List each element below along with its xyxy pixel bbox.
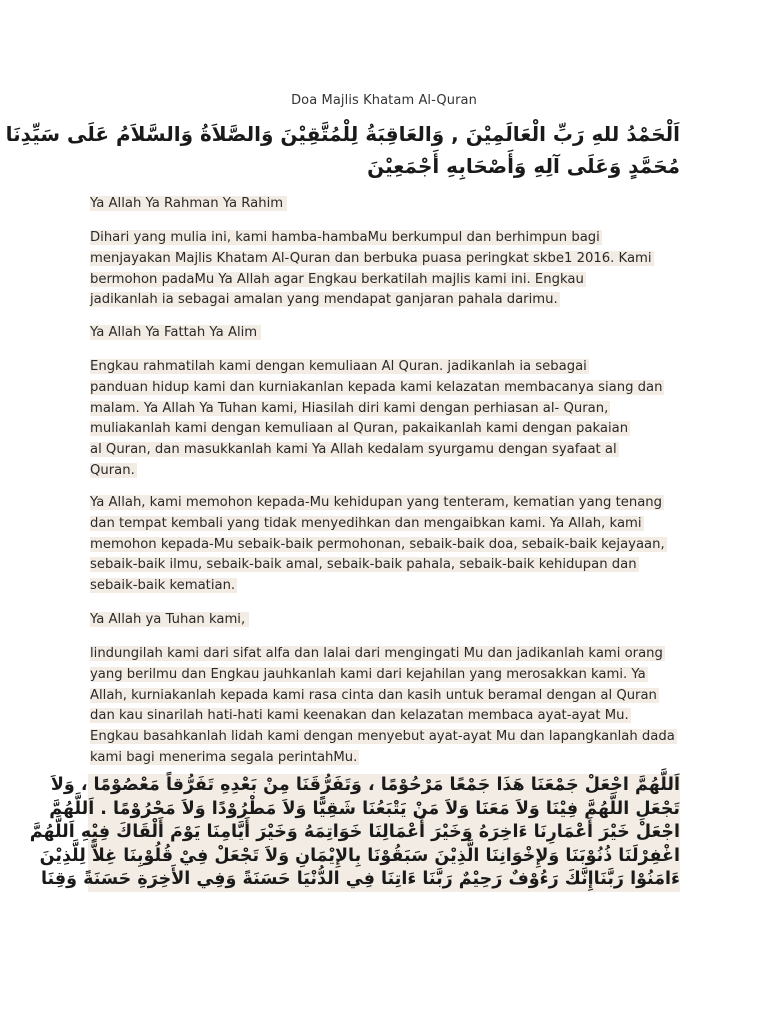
arabic-line: اَللَّهُمَّ اجْعَلْ جَمْعَنَا هَذَا جَمْعًا مَرْحُوْمًا ، وَتَفَرُّقَنَا مِنْ بَعْدِهِ تَفَرُّقاً مَعْصُوْمًا ، وَلاَ	[88, 774, 680, 798]
section-heading-text: Ya Allah Ya Rahman Ya Rahim	[90, 196, 287, 211]
paragraph-line: menjayakan Majlis Khatam Al-Quran dan berbuka puasa peringkat skbe1 2016. Kami	[90, 250, 652, 266]
paragraph-line: sebaik-baik kematian.	[90, 578, 236, 594]
paragraph-line: yang berilmu dan Engkau jauhkanlah kami dari kejahilan yang merosakkan kami. Ya	[90, 666, 646, 682]
paragraph-line: dan kau sinarilah hati-hati kami keenakan dan kelazatan membaca ayat-ayat Mu.	[90, 708, 629, 724]
arabic-line: ءَامَنُوْا رَبَّنَاإِنَّكَ رَءُوْفٌ رَحِيْمٌ رَبَّنَا ءَاتِنَا فِي الدُّنْيَا حَسَنَةً وَفِي الأَخِرَةِ حَسَنَةً وَقِنَا	[88, 868, 680, 892]
page-title: Doa Majlis Khatam Al-Quran	[291, 93, 477, 108]
paragraph-line: Ya Allah, kami memohon kepada-Mu kehidupan yang tenteram, kematian yang tenang	[90, 495, 663, 510]
arabic-line: اغْفِرْلَنَا ذُنُوْبَنَا وَلإِخْوَانِنَا الَّذِيْنَ سَبَقُوْنَا بِالإِيْمَانِ وَلاَ تَجْعَلْ فِيْ قُلُوْبِنَا غِلاًّ لِلَّذِيْنَ	[88, 845, 680, 869]
arabic-line: اَلْحَمْدُ للهِ رَبِّ الْعَالَمِيْنَ , وَالعَاقِبَةُ لِلْمُتَّقِيْنَ وَالصَّلاَةُ وَالسَّلاَمُ عَلَى سَيِّدِنَا	[5, 122, 680, 146]
paragraph	[90, 493, 690, 597]
paragraph-line: malam. Ya Allah Ya Tuhan kami, Hiasilah diri kami dengan perhiasan al- Quran,	[90, 400, 609, 416]
paragraph-line: Dihari yang mulia ini, kami hamba-hambaMu berkumpul dan berhimpun bagi	[90, 230, 600, 245]
paragraph-line: memohon kepada-Mu sebaik-baik permohonan, sebaik-baik doa, sebaik-baik kejayaan,	[90, 536, 665, 552]
section-heading	[90, 610, 249, 631]
paragraph-line: Engkau rahmatilah kami dengan kemuliaan Al Quran. jadikanlah ia sebagai	[90, 359, 587, 374]
paragraph-line: Engkau basahkanlah lidah kami dengan menyebut ayat-ayat Mu dan lapangkanlah dada	[90, 729, 675, 745]
section-heading-text: Ya Allah Ya Fattah Ya Alim	[90, 325, 261, 340]
paragraph-line: bermohon padaMu Ya Allah agar Engkau berkatilah majlis kami ini. Engkau	[90, 271, 584, 287]
paragraph-line: kami bagi menerima segala perintahMu.	[90, 749, 358, 765]
arabic-opening-prayer	[5, 118, 680, 182]
arabic-line: مُحَمَّدٍ وَعَلَى آلِهِ وَأَصْحَابِهِ أَجْمَعِيْنَ	[367, 154, 680, 178]
paragraph-line: dan tempat kembali yang tidak menyedihkan dan mengaibkan kami. Ya Allah, kami	[90, 515, 642, 531]
paragraph-line: sebaik-baik ilmu, sebaik-baik amal, sebaik-baik pahala, sebaik-baik kehidupan dan	[90, 557, 637, 573]
section-heading-text: Ya Allah ya Tuhan kami,	[90, 612, 249, 627]
paragraph-line: Allah, kurniakanlah kepada kami rasa cinta dan kasih untuk beramal dengan al Quran	[90, 687, 657, 703]
paragraph-line: Quran.	[90, 462, 135, 478]
section-heading	[90, 323, 261, 344]
arabic-closing-prayer	[29, 774, 680, 892]
paragraph-line: lindungilah kami dari sifat alfa dan lalai dari mengingati Mu dan jadikanlah kami orang	[90, 646, 663, 661]
paragraph-line: muliakanlah kami dengan kemuliaan al Quran, pakaikanlah kami dengan pakaian	[90, 421, 629, 437]
arabic-line: اجْعَلْ خَيْرَ أَعْمَارِنَا ءَاخِرَهُ وَخَيْرَ أَعْمَالِنَا خَوَاتِمَهُ وَخَيْرَ أَيَّامِنَا يَوْمَ أَلْقَاكَ فِيْهِ اَللَّهُمَّ	[88, 821, 680, 845]
paragraph-line: al Quran, dan masukkanlah kami Ya Allah kedalam syurgamu dengan syafaat al	[90, 442, 617, 458]
paragraph-line: panduan hidup kami dan kurniakanlan kepada kami kelazatan membacanya siang dan	[90, 379, 663, 395]
section-heading	[90, 194, 287, 215]
paragraph	[90, 357, 690, 482]
paragraph-line: jadikanlah ia sebagai amalan yang mendapat ganjaran pahala darimu.	[90, 292, 558, 308]
paragraph	[90, 644, 690, 769]
paragraph	[90, 228, 690, 311]
arabic-line: تَجْعَلِ اللَّهُمَّ فِيْنَا وَلاَ مَعَنَا وَلاَ مَنْ يَتْبَعُنَا شَقِيًّا وَلاَ مَطْرُوْدًا وَلاَ مَحْرُوْمًا . اَللَّهُمَّ	[88, 798, 680, 822]
